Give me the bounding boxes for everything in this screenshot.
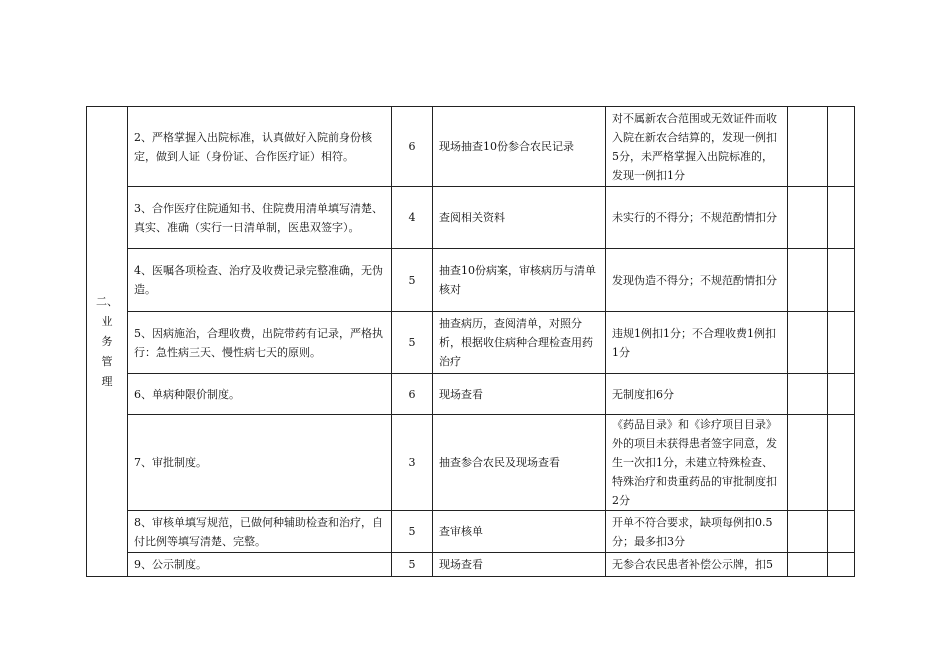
remark-blank-cell bbox=[828, 511, 855, 553]
content-cell: 8、审核单填写规范，已做何种辅助检查和治疗，自付比例等填写清楚、完整。 bbox=[128, 511, 392, 553]
table-row bbox=[87, 374, 855, 415]
deduction-cell: 无参合农民患者补偿公示牌，扣5 bbox=[606, 553, 788, 577]
content-cell: 5、因病施治，合理收费，出院带药有记录，严格执行：急性病三天、慢性病七天的原则。 bbox=[128, 312, 392, 374]
score-blank-cell bbox=[788, 553, 828, 577]
content-cell: 3、合作医疗住院通知书、住院费用清单填写清楚、真实、准确（实行一日清单制，医患双签字）。 bbox=[128, 187, 392, 249]
deduction-cell: 开单不符合要求，缺项每例扣0.5分；最多扣3分 bbox=[606, 511, 788, 553]
section-number: 二、 bbox=[96, 294, 118, 308]
table-row bbox=[87, 511, 855, 553]
section-title-char: 务 bbox=[101, 334, 113, 348]
score-blank-cell bbox=[788, 249, 828, 312]
table-row bbox=[87, 312, 855, 374]
content-cell: 4、医嘱各项检查、治疗及收费记录完整准确，无伪造。 bbox=[128, 249, 392, 312]
section-title-char: 管 bbox=[101, 354, 113, 368]
score-blank-cell bbox=[788, 415, 828, 511]
deduction-cell: 未实行的不得分；不规范酌情扣分 bbox=[606, 187, 788, 249]
table-row bbox=[87, 415, 855, 511]
score-cell: 5 bbox=[392, 249, 433, 312]
content-cell: 6、单病种限价制度。 bbox=[128, 374, 392, 415]
remark-blank-cell bbox=[828, 187, 855, 249]
section-title-char: 理 bbox=[101, 374, 113, 388]
table-row bbox=[87, 249, 855, 312]
score-cell: 5 bbox=[392, 312, 433, 374]
table-row bbox=[87, 107, 855, 187]
remark-blank-cell bbox=[828, 553, 855, 577]
score-blank-cell bbox=[788, 374, 828, 415]
table-row bbox=[87, 553, 855, 577]
section-cell bbox=[87, 107, 128, 577]
method-cell: 查审核单 bbox=[433, 511, 606, 553]
content-cell: 7、审批制度。 bbox=[128, 415, 392, 511]
content-cell: 9、公示制度。 bbox=[128, 553, 392, 577]
method-cell: 现场抽查10份参合农民记录 bbox=[433, 107, 606, 187]
score-cell: 4 bbox=[392, 187, 433, 249]
remark-blank-cell bbox=[828, 312, 855, 374]
assessment-table bbox=[86, 106, 855, 577]
score-blank-cell bbox=[788, 312, 828, 374]
score-cell: 3 bbox=[392, 415, 433, 511]
method-cell: 抽查病历，查阅清单，对照分析，根据收住病种合理检查用药治疗 bbox=[433, 312, 606, 374]
score-blank-cell bbox=[788, 511, 828, 553]
method-cell: 现场查看 bbox=[433, 374, 606, 415]
score-cell: 5 bbox=[392, 553, 433, 577]
deduction-cell: 《药品目录》和《诊疗项目目录》外的项目未获得患者签字同意，发生一次扣1分，未建立特殊检查、特殊治疗和贵重药品的审批制度扣2分 bbox=[606, 415, 788, 511]
deduction-cell: 违规1例扣1分；不合理收费1例扣1分 bbox=[606, 312, 788, 374]
content-cell: 2、严格掌握入出院标准，认真做好入院前身份核定，做到人证（身份证、合作医疗证）相符。 bbox=[128, 107, 392, 187]
section-title-char: 业 bbox=[101, 314, 113, 328]
table-row bbox=[87, 187, 855, 249]
score-cell: 5 bbox=[392, 511, 433, 553]
remark-blank-cell bbox=[828, 107, 855, 187]
method-cell: 现场查看 bbox=[433, 553, 606, 577]
deduction-cell: 发现伪造不得分；不规范酌情扣分 bbox=[606, 249, 788, 312]
method-cell: 查阅相关资料 bbox=[433, 187, 606, 249]
table-body bbox=[87, 107, 855, 577]
remark-blank-cell bbox=[828, 415, 855, 511]
method-cell: 抽查10份病案，审核病历与清单核对 bbox=[433, 249, 606, 312]
score-blank-cell bbox=[788, 187, 828, 249]
score-cell: 6 bbox=[392, 374, 433, 415]
remark-blank-cell bbox=[828, 374, 855, 415]
deduction-cell: 对不属新农合范围或无效证件而收入院在新农合结算的，发现一例扣5分，未严格掌握入出院标准的，发现一例扣1分 bbox=[606, 107, 788, 187]
score-blank-cell bbox=[788, 107, 828, 187]
remark-blank-cell bbox=[828, 249, 855, 312]
score-cell: 6 bbox=[392, 107, 433, 187]
method-cell: 抽查参合农民及现场查看 bbox=[433, 415, 606, 511]
deduction-cell: 无制度扣6分 bbox=[606, 374, 788, 415]
